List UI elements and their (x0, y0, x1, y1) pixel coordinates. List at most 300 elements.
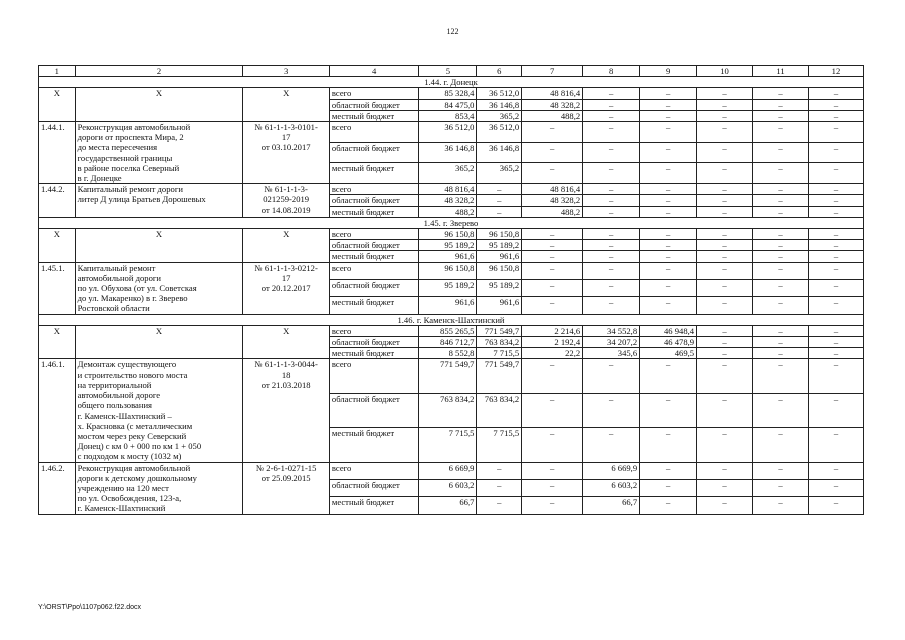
value-cell: – (477, 184, 522, 195)
value-cell: 7 715,5 (477, 348, 522, 359)
total-x-cell: Х (75, 229, 243, 263)
value-cell: 771 549,7 (477, 325, 522, 336)
value-cell: – (522, 393, 583, 427)
value-cell: – (808, 479, 863, 496)
value-cell: – (583, 206, 640, 217)
text-line: № 61-1-1-3-0101- (254, 122, 318, 133)
text-line: до места пересечения (77, 142, 158, 153)
value-cell: – (753, 428, 809, 462)
value-cell: 763 834,2 (477, 393, 522, 427)
value-cell: – (522, 251, 583, 262)
text-line: х. Красновка (с металлическим (77, 420, 193, 431)
column-number-header: 11 (753, 66, 809, 77)
item-document (243, 262, 329, 314)
item-row (39, 122, 864, 143)
section-title: 1.45. г. Зверево (39, 217, 864, 228)
column-number-header: 10 (697, 66, 753, 77)
value-cell: – (640, 195, 697, 206)
value-cell: – (522, 142, 583, 163)
value-cell: – (753, 206, 809, 217)
text-line: г. Каменск-Шахтинский – (77, 410, 172, 421)
value-cell: – (697, 462, 753, 479)
value-cell: – (583, 88, 640, 99)
text-line: от 03.10.2017 (261, 142, 311, 153)
value-cell: – (583, 359, 640, 393)
budget-type-cell: всего (329, 229, 419, 240)
value-cell: 855 265,5 (419, 325, 477, 336)
value-cell: – (808, 497, 863, 514)
value-cell: 846 712,7 (419, 337, 477, 348)
value-cell: 6 603,2 (583, 479, 640, 496)
table-body (39, 66, 864, 515)
value-cell: – (697, 325, 753, 336)
total-row (39, 229, 864, 240)
value-cell: – (522, 163, 583, 184)
value-cell: – (808, 163, 863, 184)
budget-type-cell: местный бюджет (329, 251, 419, 262)
value-cell: 488,2 (522, 206, 583, 217)
value-cell: 345,6 (583, 348, 640, 359)
value-cell: – (753, 251, 809, 262)
value-cell: 36 146,8 (477, 99, 522, 110)
total-x-cell: Х (39, 88, 76, 122)
value-cell: – (697, 88, 753, 99)
total-x-cell: Х (243, 88, 329, 122)
value-cell: – (808, 110, 863, 121)
value-cell: – (697, 359, 753, 393)
item-document (243, 359, 329, 462)
text-line: в районе поселка Северный (77, 162, 180, 173)
item-row (39, 262, 864, 279)
value-cell: – (640, 297, 697, 314)
item-number: 1.46.2. (39, 462, 76, 514)
value-cell: – (522, 462, 583, 479)
budget-type-cell: областной бюджет (329, 393, 419, 427)
value-cell: – (583, 163, 640, 184)
text-line: 17 (281, 132, 291, 143)
item-number: 1.44.2. (39, 184, 76, 218)
value-cell: 6 603,2 (419, 479, 477, 496)
value-cell: – (640, 142, 697, 163)
value-cell: – (583, 142, 640, 163)
value-cell: – (808, 262, 863, 279)
text-line: по ул. Обухова (от ул. Советская (77, 283, 197, 294)
value-cell: – (808, 99, 863, 110)
item-name (75, 262, 243, 314)
budget-type-cell: областной бюджет (329, 479, 419, 496)
text-line: с подходом к мосту (1032 м) (77, 451, 182, 462)
value-cell: 961,6 (419, 297, 477, 314)
value-cell: – (697, 279, 753, 296)
value-cell: – (640, 99, 697, 110)
value-cell: – (753, 479, 809, 496)
budget-type-cell: местный бюджет (329, 110, 419, 121)
value-cell: – (697, 184, 753, 195)
value-cell: – (640, 163, 697, 184)
text-line: учреждению на 120 мест (77, 482, 169, 493)
budget-type-cell: всего (329, 359, 419, 393)
value-cell: – (697, 348, 753, 359)
total-x-cell: Х (39, 229, 76, 263)
value-cell: 8 552,8 (419, 348, 477, 359)
column-number-header: 12 (808, 66, 863, 77)
value-cell: – (477, 497, 522, 514)
value-cell: 96 150,8 (477, 229, 522, 240)
value-cell: – (753, 462, 809, 479)
value-cell: – (808, 184, 863, 195)
value-cell: – (477, 195, 522, 206)
value-cell: 2 192,4 (522, 337, 583, 348)
value-cell: – (753, 497, 809, 514)
text-line: 17 (281, 272, 291, 283)
text-line: в г. Донецке (77, 173, 122, 184)
text-line: 021259-2019 (263, 194, 310, 205)
value-cell: – (640, 122, 697, 143)
text-line: по ул. Освобождения, 123-а, (77, 493, 182, 504)
text-line: от 21.03.2018 (261, 379, 311, 390)
column-number-row (39, 66, 864, 77)
item-number: 1.46.1. (39, 359, 76, 462)
value-cell: – (753, 184, 809, 195)
value-cell: 46 478,9 (640, 337, 697, 348)
value-cell: – (753, 348, 809, 359)
value-cell: – (753, 393, 809, 427)
value-cell: 34 207,2 (583, 337, 640, 348)
total-x-cell: Х (75, 88, 243, 122)
item-row (39, 359, 864, 393)
value-cell: 763 834,2 (477, 337, 522, 348)
value-cell: 96 150,8 (419, 262, 477, 279)
value-cell: – (583, 240, 640, 251)
value-cell: – (583, 110, 640, 121)
page-number: 122 (446, 27, 459, 36)
column-number-header: 1 (39, 66, 76, 77)
value-cell: – (753, 359, 809, 393)
value-cell: – (753, 142, 809, 163)
budget-type-cell: областной бюджет (329, 240, 419, 251)
value-cell: 763 834,2 (419, 393, 477, 427)
column-number-header: 5 (419, 66, 477, 77)
value-cell: 48 328,2 (522, 99, 583, 110)
value-cell: 365,2 (477, 163, 522, 184)
value-cell: 96 150,8 (419, 229, 477, 240)
text-line: Реконструкция автомобильной (77, 462, 191, 473)
value-cell: – (522, 240, 583, 251)
value-cell: – (808, 393, 863, 427)
value-cell: – (522, 359, 583, 393)
text-line: Реконструкция автомобильной (77, 122, 191, 133)
item-document (243, 122, 329, 184)
text-line: мостом через реку Северский (77, 430, 187, 441)
value-cell: – (808, 428, 863, 462)
value-cell: – (640, 393, 697, 427)
item-row (39, 184, 864, 195)
value-cell: – (583, 184, 640, 195)
text-line: автомобильной дороги (77, 272, 161, 283)
value-cell: – (808, 142, 863, 163)
value-cell: 961,6 (419, 251, 477, 262)
budget-type-cell: областной бюджет (329, 279, 419, 296)
value-cell: – (522, 428, 583, 462)
value-cell: – (753, 279, 809, 296)
value-cell: – (753, 110, 809, 121)
value-cell: 36 512,0 (477, 122, 522, 143)
value-cell: – (583, 99, 640, 110)
value-cell: 488,2 (522, 110, 583, 121)
value-cell: – (697, 428, 753, 462)
column-number-header: 7 (522, 66, 583, 77)
value-cell: 365,2 (419, 163, 477, 184)
budget-type-cell: областной бюджет (329, 99, 419, 110)
value-cell: – (697, 497, 753, 514)
value-cell: 6 669,9 (419, 462, 477, 479)
value-cell: 7 715,5 (477, 428, 522, 462)
value-cell: – (697, 122, 753, 143)
value-cell: – (808, 206, 863, 217)
text-line: Капитальный ремонт (77, 262, 156, 273)
value-cell: – (640, 279, 697, 296)
value-cell: – (522, 479, 583, 496)
item-row (39, 462, 864, 479)
value-cell: – (640, 428, 697, 462)
item-name (75, 462, 243, 514)
text-line: дороги от проспекта Мира, 2 (77, 132, 184, 143)
value-cell: – (697, 240, 753, 251)
value-cell: – (522, 229, 583, 240)
item-document (243, 184, 329, 218)
item-number: 1.44.1. (39, 122, 76, 184)
value-cell: 85 328,4 (419, 88, 477, 99)
text-line: № 61-1-1-3-0212- (254, 262, 318, 273)
value-cell: – (697, 251, 753, 262)
budget-type-cell: всего (329, 325, 419, 336)
section-title: 1.46. г. Каменск-Шахтинский (39, 314, 864, 325)
text-line: Капитальный ремонт дороги (77, 184, 183, 195)
value-cell: – (640, 262, 697, 279)
budget-type-cell: всего (329, 462, 419, 479)
section-row (39, 217, 864, 228)
text-line: государственной границы (77, 152, 173, 163)
total-x-cell: Х (243, 229, 329, 263)
value-cell: 95 189,2 (419, 240, 477, 251)
value-cell: – (808, 279, 863, 296)
value-cell: – (697, 195, 753, 206)
value-cell: – (640, 184, 697, 195)
value-cell: 6 669,9 (583, 462, 640, 479)
budget-table (38, 65, 864, 515)
budget-type-cell: областной бюджет (329, 195, 419, 206)
value-cell: 48 328,2 (522, 195, 583, 206)
text-line: до ул. Макаренко) в г. Зверево (77, 293, 188, 304)
total-row (39, 325, 864, 336)
value-cell: – (753, 195, 809, 206)
budget-type-cell: всего (329, 122, 419, 143)
value-cell: 36 146,8 (477, 142, 522, 163)
item-name (75, 184, 243, 218)
budget-type-cell: всего (329, 184, 419, 195)
value-cell: – (522, 262, 583, 279)
value-cell: 66,7 (419, 497, 477, 514)
value-cell: – (583, 297, 640, 314)
value-cell: 7 715,5 (419, 428, 477, 462)
value-cell: – (583, 279, 640, 296)
value-cell: – (640, 88, 697, 99)
value-cell: 2 214,6 (522, 325, 583, 336)
text-line: от 25.09.2015 (261, 472, 311, 483)
value-cell: 34 552,8 (583, 325, 640, 336)
value-cell: – (640, 110, 697, 121)
value-cell: – (753, 240, 809, 251)
budget-type-cell: областной бюджет (329, 142, 419, 163)
value-cell: – (640, 497, 697, 514)
value-cell: 95 189,2 (477, 279, 522, 296)
value-cell: – (697, 479, 753, 496)
value-cell: – (640, 251, 697, 262)
value-cell: – (697, 229, 753, 240)
budget-type-cell: местный бюджет (329, 163, 419, 184)
section-row (39, 314, 864, 325)
value-cell: – (697, 142, 753, 163)
budget-type-cell: областной бюджет (329, 337, 419, 348)
column-number-header: 4 (329, 66, 419, 77)
value-cell: – (697, 99, 753, 110)
value-cell: 36 512,0 (419, 122, 477, 143)
value-cell: – (583, 393, 640, 427)
text-line: Донец) с км 0 + 000 по км 1 + 050 (77, 441, 202, 452)
value-cell: – (640, 240, 697, 251)
value-cell: – (808, 325, 863, 336)
budget-type-cell: всего (329, 262, 419, 279)
value-cell: 48 816,4 (522, 184, 583, 195)
section-row (39, 77, 864, 88)
value-cell: – (583, 229, 640, 240)
value-cell: – (477, 479, 522, 496)
budget-type-cell: местный бюджет (329, 497, 419, 514)
value-cell: – (808, 462, 863, 479)
text-line: и строительство нового моста (77, 369, 188, 380)
text-line: литер Д улица Братьев Дорошевых (77, 194, 206, 205)
item-name (75, 359, 243, 462)
total-row (39, 88, 864, 99)
value-cell: 853,4 (419, 110, 477, 121)
value-cell: – (697, 337, 753, 348)
text-line: № 61-1-1-3-0044- (254, 359, 318, 370)
text-line: от 14.08.2019 (261, 204, 311, 215)
value-cell: 771 549,7 (419, 359, 477, 393)
item-number: 1.45.1. (39, 262, 76, 314)
value-cell: 961,6 (477, 251, 522, 262)
budget-type-cell: местный бюджет (329, 206, 419, 217)
value-cell: – (808, 337, 863, 348)
value-cell: – (477, 206, 522, 217)
value-cell: – (697, 297, 753, 314)
value-cell: – (808, 229, 863, 240)
column-number-header: 8 (583, 66, 640, 77)
total-x-cell: Х (75, 325, 243, 359)
text-line: автомобильной дороге (77, 390, 161, 401)
value-cell: – (522, 279, 583, 296)
text-line: общего пользования (77, 400, 153, 411)
total-x-cell: Х (39, 325, 76, 359)
value-cell: – (583, 251, 640, 262)
value-cell: – (583, 195, 640, 206)
text-line: Ростовской области (77, 303, 150, 314)
value-cell: – (640, 206, 697, 217)
value-cell: – (477, 462, 522, 479)
value-cell: – (808, 195, 863, 206)
value-cell: – (697, 110, 753, 121)
text-line: от 20.12.2017 (261, 283, 311, 294)
value-cell: 95 189,2 (419, 279, 477, 296)
value-cell: 22,2 (522, 348, 583, 359)
budget-type-cell: всего (329, 88, 419, 99)
column-number-header: 2 (75, 66, 243, 77)
value-cell: 95 189,2 (477, 240, 522, 251)
value-cell: – (808, 359, 863, 393)
value-cell: – (640, 359, 697, 393)
value-cell: – (753, 99, 809, 110)
value-cell: 48 816,4 (419, 184, 477, 195)
value-cell: – (522, 122, 583, 143)
value-cell: – (640, 462, 697, 479)
section-title: 1.44. г. Донецк (39, 77, 864, 88)
value-cell: – (808, 297, 863, 314)
text-line: дороги к детскому дошкольному (77, 472, 197, 483)
value-cell: 46 948,4 (640, 325, 697, 336)
value-cell: 36 512,0 (477, 88, 522, 99)
value-cell: – (640, 229, 697, 240)
text-line: № 61-1-1-3- (264, 184, 308, 195)
value-cell: – (583, 262, 640, 279)
value-cell: – (697, 393, 753, 427)
value-cell: 771 549,7 (477, 359, 522, 393)
text-line: Демонтаж существующего (77, 359, 177, 370)
value-cell: – (753, 297, 809, 314)
value-cell: 48 816,4 (522, 88, 583, 99)
value-cell: 469,5 (640, 348, 697, 359)
value-cell: – (522, 297, 583, 314)
budget-type-cell: местный бюджет (329, 348, 419, 359)
footer-file-path: Y:\ORST\Ppo\1107p062.f22.docx (38, 604, 141, 611)
value-cell: – (808, 240, 863, 251)
column-number-header: 6 (477, 66, 522, 77)
value-cell: 96 150,8 (477, 262, 522, 279)
value-cell: – (697, 262, 753, 279)
item-name (75, 122, 243, 184)
value-cell: – (697, 163, 753, 184)
value-cell: – (808, 348, 863, 359)
value-cell: 961,6 (477, 297, 522, 314)
text-line: на территориальной (77, 379, 152, 390)
value-cell: – (808, 251, 863, 262)
text-line: г. Каменск-Шахтинский (77, 503, 166, 514)
total-x-cell: Х (243, 325, 329, 359)
value-cell: – (808, 88, 863, 99)
value-cell: – (522, 497, 583, 514)
value-cell: 48 328,2 (419, 195, 477, 206)
value-cell: 36 146,8 (419, 142, 477, 163)
column-number-header: 9 (640, 66, 697, 77)
text-line: № 2-6-1-0271-15 (255, 462, 317, 473)
value-cell: – (753, 122, 809, 143)
column-number-header: 3 (243, 66, 329, 77)
value-cell: 84 475,0 (419, 99, 477, 110)
value-cell: – (640, 479, 697, 496)
value-cell: – (753, 325, 809, 336)
value-cell: 365,2 (477, 110, 522, 121)
value-cell: – (753, 88, 809, 99)
value-cell: – (753, 262, 809, 279)
